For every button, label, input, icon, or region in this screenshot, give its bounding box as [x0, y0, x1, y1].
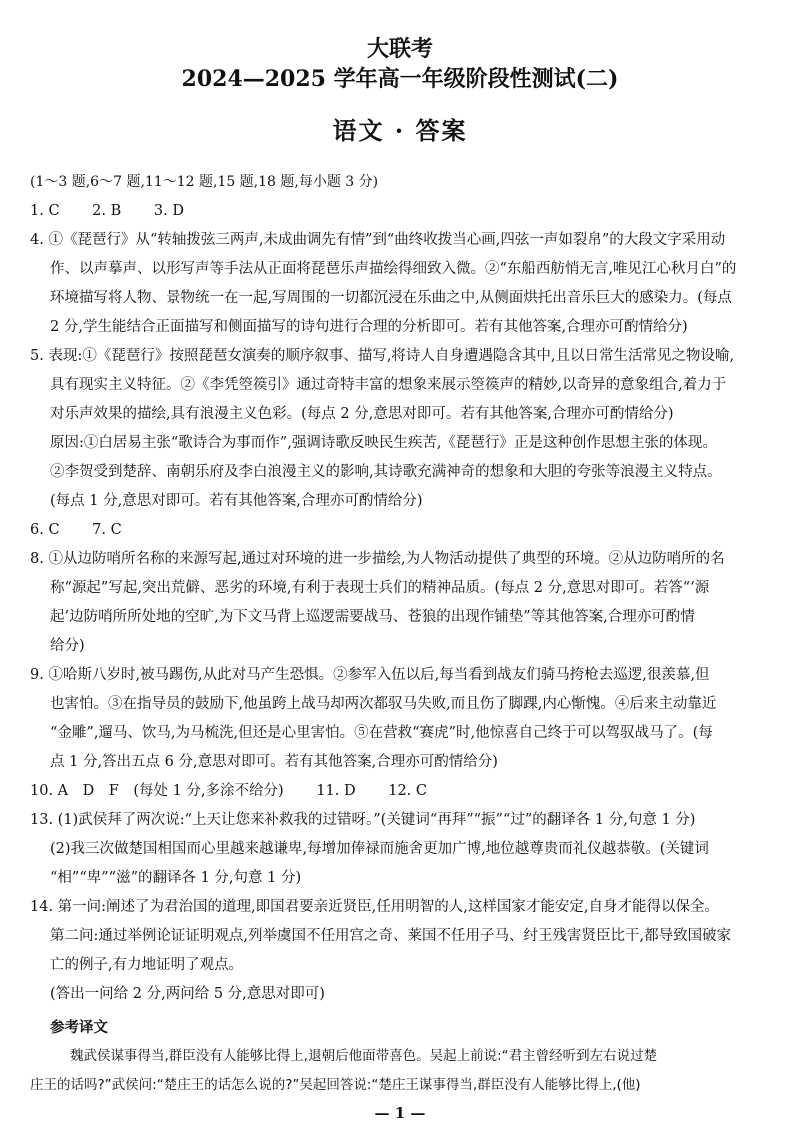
answer-14-line: 亡的例子,有力地证明了观点。 [50, 957, 244, 973]
answer-9-line: 点 1 分,答出五点 6 分,意思对即可。若有其他答案,合理亦可酌情给分) [50, 754, 498, 770]
answers-6-7 [30, 516, 770, 545]
answer-6: 6. C [30, 522, 60, 538]
translation-line: 魏武侯谋事得当,群臣没有人能够比得上,退朝后他面带喜色。吴起上前说:“君主曾经听到左右说过楚 [70, 1048, 658, 1064]
header [30, 34, 770, 148]
answer-5-line: 对乐声效果的描绘,具有浪漫主义色彩。(每点 2 分,意思对即可。若有其他答案,合理亦可酌情给分) [50, 406, 674, 422]
answer-9-line: “金雕”,遛马、饮马,为马梳洗,但还是心里害怕。⑤在营救“赛虎”时,他惊喜自己终于可以驾驭战马了。(每 [50, 725, 713, 741]
answer-8-line: 称“源起”写起,突出荒僻、恶劣的环境,有利于表现士兵们的精神品质。(每点 2 分,意思对即可。若答“‘源 [50, 580, 710, 596]
answer-10: 10. A D F (每处 1 分,多涂不给分) [30, 783, 284, 799]
answer-5-line: 具有现实主义特征。②《李凭箜篌引》通过奇特丰富的想象来展示箜篌声的精妙,以奇异的意象组合,着力于 [50, 377, 727, 393]
answer-14-line: 14. 第一问:阐述了为君治国的道理,即国君要亲近贤臣,任用明智的人,这样国家才能安定,自身才能得以保全。 [30, 899, 719, 915]
answer-9-line: 也害怕。③在指导员的鼓励下,他虽跨上战马却两次都驭马失败,而且伤了脚踝,内心惭愧。④后来主动靠近 [50, 696, 717, 712]
answer-5-line: (每点 1 分,意思对即可。若有其他答案,合理亦可酌情给分) [50, 493, 423, 509]
answer-5-line: 5. 表现:①《琵琶行》按照琵琶女演奏的顺序叙事、描写,将诗人自身遭遇隐含其中,且以日常生活常见之物设喻, [30, 348, 735, 364]
answer-14-line: (答出一问给 2 分,两问给 5 分,意思对即可) [50, 986, 325, 1002]
reference-translation-title: 参考译文 [50, 1019, 108, 1036]
answer-4-line: 环境描写将人物、景物统一在一起,写周围的一切都沉浸在乐曲之中,从侧面烘托出音乐巨大的感染力。(每点 [50, 290, 732, 306]
answer-13-line: “相”“卑”“滋”的翻译各 1 分,句意 1 分) [50, 870, 302, 886]
scoring-note: (1～3 题,6～7 题,11～12 题,15 题,18 题,每小题 3 分) [30, 174, 379, 190]
answer-14-line: 第二问:通过举例论证证明观点,列举虞国不任用宫之奇、莱国不任用子马、纣王残害贤臣比干,都导致国破家 [50, 928, 732, 944]
answer-2: 2. B [92, 203, 122, 219]
answer-13-line: (2)我三次做楚国相国而心里越来越谦卑,每增加俸禄而施舍更加广博,地位越尊贵而礼仪越恭敬。(关键词 [50, 841, 709, 857]
answer-4-line: 2 分,学生能结合正面描写和侧面描写的诗句进行合理的分析即可。若有其他答案,合理亦可酌情给分) [50, 319, 688, 335]
answer-5-line: 原因:①白居易主张“歌诗合为事而作”,强调诗歌反映民生疾苦,《琵琶行》正是这种创作思想主张的体现。 [50, 435, 717, 451]
answer-12: 12. C [388, 783, 427, 799]
answer-7: 7. C [92, 522, 122, 538]
answer-4-line: 4. ①《琵琶行》从“转轴拨弦三两声,未成曲调先有情”到“曲终收拨当心画,四弦一声如裂帛”的大段文字采用动 [30, 232, 726, 248]
answer-8-line: 8. ①从边防哨所名称的来源写起,通过对环境的进一步描绘,为人物活动提供了典型的环境。②从边防哨所的名 [30, 551, 725, 567]
translation-line: 庄王的话吗?”武侯问:“楚庄王的话怎么说的?”吴起回答说:“楚庄王谋事得当,群臣没有人能够比得上,(他) [30, 1077, 641, 1093]
answer-11: 11. D [316, 783, 356, 799]
answer-5-line: ②李贺受到楚辞、南朝乐府及李白浪漫主义的影响,其诗歌充满神奇的想象和大胆的夸张等浪漫主义特点。 [50, 464, 722, 480]
subject-title: 语文 · 答案 [332, 116, 468, 145]
answer-4-line: 作、以声摹声、以形写声等手法从正面将琵琶乐声描绘得细致入微。②“东船西舫悄无言,唯见江心秋月白”的 [50, 261, 737, 277]
page-number: — 1 — [374, 1104, 426, 1122]
answer-13-line: 13. (1)武侯拜了两次说:“上天让您来补救我的过错呀。”(关键词“再拜”“振”“过”的翻译各 1 分,句意 1 分) [30, 812, 696, 828]
answers-1-3 [30, 197, 770, 226]
answer-content [30, 168, 770, 1100]
answer-8-line: 起’边防哨所所处地的空旷,为下文马背上巡逻需要战马、苍狼的出现作铺垫”等其他答案,合理亦可酌情 [50, 609, 695, 625]
answer-8-line: 给分) [50, 638, 85, 654]
answer-9-line: 9. ①哈斯八岁时,被马踢伤,从此对马产生恐惧。②参军入伍以后,每当看到战友们骑马挎枪去巡逻,很羡慕,但 [30, 667, 710, 683]
answers-10-12 [30, 777, 770, 806]
answer-1: 1. C [30, 203, 60, 219]
exam-org-title: 大联考 [366, 36, 433, 62]
exam-title: 2024—2025 学年高一年级阶段性测试(二) [181, 66, 619, 92]
answer-3: 3. D [153, 203, 184, 219]
